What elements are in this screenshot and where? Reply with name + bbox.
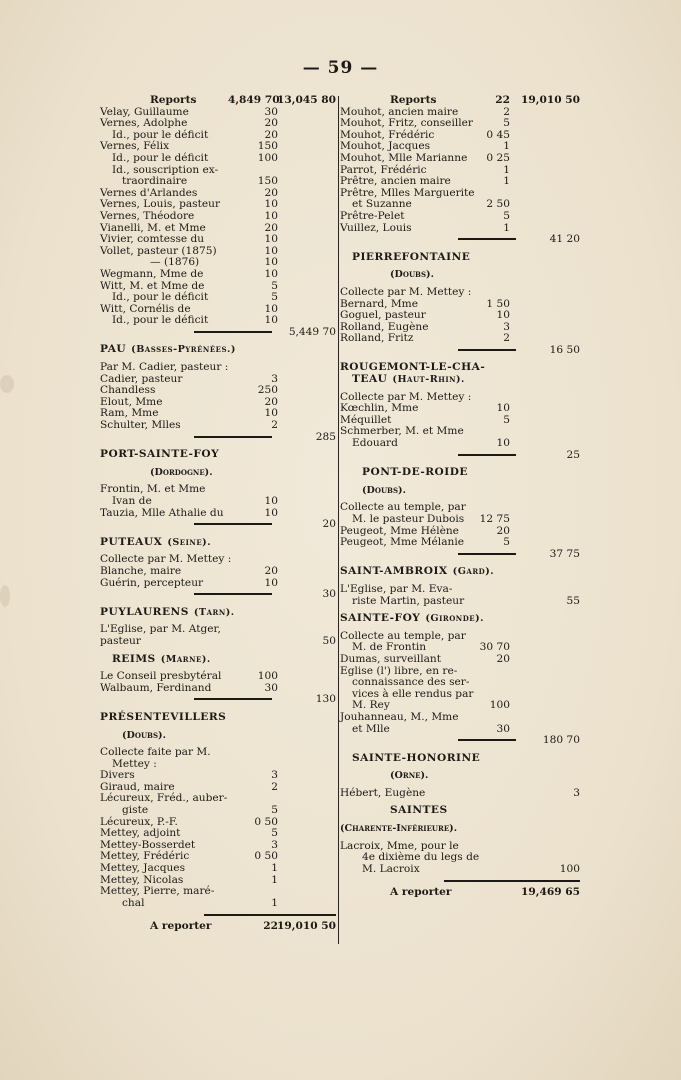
entry-text: Mettey, Frédéric: [100, 850, 190, 863]
total-amount: 3: [573, 786, 580, 799]
subtotal-rule: [194, 593, 272, 595]
amount: 150: [257, 140, 278, 153]
entry-text: SAINTE-HONORINE: [352, 751, 481, 764]
amount: 10: [264, 198, 278, 211]
amount: 10: [264, 407, 278, 420]
amount: 30 70: [479, 641, 510, 654]
entry-text: M. Lacroix: [362, 862, 420, 875]
ledger-row: [340, 252, 580, 264]
ledger-row: [340, 566, 580, 578]
entry-text: Velay, Guillaume: [100, 105, 189, 118]
subtotal-rule: [458, 454, 516, 456]
ledger-row: [100, 636, 336, 648]
entry-text: Dumas, surveillant: [340, 652, 441, 665]
ledger-row: [340, 310, 580, 322]
total-amount: 100: [559, 862, 580, 875]
amount: 5: [271, 804, 278, 817]
amount: 5: [503, 413, 510, 426]
entry-text: Mettey, adjoint: [100, 827, 181, 840]
entry-text: et Mlle: [352, 722, 390, 735]
ledger-row: [100, 508, 336, 520]
amount: 0 50: [254, 815, 278, 828]
amount: 5: [503, 117, 510, 130]
entry-text: Le Conseil presbytéral: [100, 670, 222, 683]
entry-text: Hébert, Eugène: [340, 786, 426, 799]
total-amount: 30: [322, 588, 336, 601]
entry-text: Mouhot, Mlle Marianne: [340, 151, 468, 164]
amount: 10: [496, 437, 510, 450]
entry-text: Mouhot, Frédéric: [340, 128, 435, 141]
entry-text: (Charente-Inférieure).: [340, 823, 458, 835]
entry-text: Vernes, Théodore: [100, 209, 195, 222]
entry-text: chal: [122, 896, 145, 909]
entry-text: pasteur: [100, 634, 141, 647]
total-amount: 37 75: [549, 547, 580, 560]
ledger-row: [340, 374, 580, 386]
ledger-row: [100, 467, 336, 479]
total-amount: 19,469 65: [521, 886, 580, 899]
ledger-row: [100, 269, 336, 281]
entry-text: Schmerber, M. et Mme: [340, 425, 464, 438]
entry-text: Mouhot, Fritz, conseiller: [340, 117, 473, 130]
total-amount: 180 70: [542, 734, 580, 747]
amount: 20: [264, 128, 278, 141]
ledger-row: [100, 805, 336, 817]
paper-stain: [0, 375, 14, 393]
ledger-row: [100, 566, 336, 578]
entry-text: Vernes, Adolphe: [100, 117, 188, 130]
ledger-row: [340, 153, 580, 165]
amount: 3: [503, 320, 510, 333]
ledger-row: [340, 677, 580, 689]
entry-text: PUTEAUX (Seine).: [100, 535, 212, 548]
entry-text: Collecte par M. Mettey :: [340, 390, 472, 403]
entry-text: Id., souscription ex-: [112, 163, 219, 176]
amount: 2: [271, 419, 278, 432]
ledger-row: [340, 211, 580, 223]
entry-text: Rolland, Eugène: [340, 320, 429, 333]
total-amount: 130: [315, 693, 336, 706]
amount: 10: [264, 576, 278, 589]
amount: 12 75: [479, 513, 510, 525]
ledger-row: [100, 747, 336, 759]
total-amount: 25: [566, 448, 580, 461]
entry-text: Jouhanneau, M., Mme: [340, 710, 459, 723]
entry-text: Id., pour le déficit: [112, 314, 209, 327]
amount: 100: [489, 699, 510, 712]
entry-text: giste: [122, 804, 149, 817]
subtotal-row: [100, 327, 336, 339]
entry-text: Id., pour le déficit: [112, 151, 209, 164]
ledger-row: [100, 95, 336, 107]
entry-text: Méquillet: [340, 413, 392, 426]
entry-text: Vernes d'Arlandes: [100, 186, 198, 199]
ledger-row: [340, 269, 580, 281]
page-number: — 59 —: [302, 58, 379, 78]
amount: 10: [264, 256, 278, 269]
entry-text: A reporter: [390, 886, 452, 899]
entry-text: REIMS (Marne).: [112, 652, 211, 665]
amount: 3: [271, 769, 278, 782]
entry-text: Peugeot, Mme Mélanie: [340, 536, 464, 549]
entry-text: 4e dixième du legs de: [362, 851, 480, 864]
ledger-row: [100, 420, 336, 432]
amount: 0 25: [486, 151, 510, 164]
entry-text: Collecte par M. Mettey :: [340, 285, 472, 298]
entry-text: et Suzanne: [352, 198, 412, 211]
entry-text: Elout, Mme: [100, 395, 163, 408]
ledger-row: [340, 770, 580, 782]
subtotal-rule: [194, 331, 272, 333]
ledger-row: [100, 292, 336, 304]
ledger-row: [100, 654, 336, 666]
ledger-row: [340, 864, 580, 876]
subtotal-row: [340, 234, 580, 246]
amount: 1: [271, 873, 278, 886]
entry-text: Lécureux, Fréd., auber-: [100, 792, 228, 805]
subtotal-row: [100, 694, 336, 706]
entry-text: Collecte au temple, par: [340, 629, 466, 642]
amount: 22: [495, 94, 510, 106]
subtotal-rule: [458, 238, 516, 240]
ledger-row: [340, 485, 580, 497]
subtotal-row: [340, 450, 580, 462]
entry-text: (Orne).: [390, 770, 429, 782]
amount: 20: [496, 652, 510, 665]
ledger-row: [340, 887, 580, 899]
entry-text: Mettey, Pierre, maré-: [100, 885, 215, 898]
entry-text: (Doubs).: [362, 484, 406, 496]
amount: 100: [257, 151, 278, 164]
region-label: (Marne).: [160, 653, 211, 665]
entry-text: Mouhot, ancien maire: [340, 105, 459, 118]
subtotal-row: [340, 735, 580, 747]
entry-text: TEAU (Haut-Rhin).: [352, 373, 465, 386]
subtotal-row: [100, 519, 336, 531]
amount: 1: [503, 175, 510, 188]
entry-text: Par M. Cadier, pasteur :: [100, 361, 229, 374]
total-amount: 13,045 80: [277, 94, 336, 106]
entry-text: connaissance des ser-: [352, 676, 470, 689]
entry-text: Id., pour le déficit: [112, 291, 209, 304]
ledger-row: [100, 176, 336, 188]
total-rule: [204, 914, 336, 916]
entry-text: M. de Frontin: [352, 641, 427, 654]
subtotal-rule: [194, 523, 272, 525]
ledger-row: [340, 596, 580, 608]
ledger-row: [340, 613, 580, 625]
entry-text: (Doubs).: [122, 729, 166, 741]
entry-text: A reporter: [150, 920, 212, 932]
total-amount: 41 20: [549, 233, 580, 246]
subtotal-rule: [458, 739, 516, 741]
subtotal-rule: [458, 553, 516, 555]
ledger-row: [100, 712, 336, 724]
amount: 5: [503, 209, 510, 222]
column-divider: [338, 96, 339, 944]
ledger-row: [100, 759, 336, 771]
amount: 5: [271, 827, 278, 840]
entry-text: Giraud, maire: [100, 780, 175, 793]
entry-text: (Dordogne).: [150, 466, 213, 478]
amount: 10: [496, 402, 510, 415]
entry-text: L'Eglise, par M. Eva-: [340, 582, 453, 595]
subtotal-rule: [458, 349, 516, 351]
entry-text: Collecte au temple, par: [340, 501, 466, 514]
entry-text: Vernes, Louis, pasteur: [100, 198, 221, 211]
entry-text: Mettey, Jacques: [100, 862, 186, 875]
subtotal-row: [340, 549, 580, 561]
ledger-row: [100, 153, 336, 165]
entry-text: traordinaire: [122, 175, 188, 188]
region-label: (Tarn).: [193, 606, 235, 618]
ledger-row: [340, 514, 580, 526]
amount: 20: [264, 564, 278, 577]
amount: 100: [257, 670, 278, 683]
total-amount: 285: [315, 430, 336, 443]
entry-text: Bernard, Mme: [340, 297, 418, 310]
entry-text: Divers: [100, 769, 135, 782]
entry-text: Edouard: [352, 437, 398, 450]
ledger-row: [100, 921, 336, 933]
entry-text: Lacroix, Mme, pour le: [340, 839, 459, 852]
entry-text: Reports: [390, 94, 437, 106]
entry-text: Witt, M. et Mme de: [100, 279, 205, 292]
subtotal-row: [100, 432, 336, 444]
ledger-row: [340, 753, 580, 765]
amount: 20: [496, 524, 510, 537]
entry-text: Ivan de: [112, 495, 152, 507]
amount: 0 50: [254, 850, 278, 863]
amount: 2: [503, 105, 510, 118]
amount: 30: [264, 681, 278, 694]
entry-text: SAINTE-FOY (Gironde).: [340, 612, 484, 625]
entry-text: (Doubs).: [390, 269, 434, 281]
entry-text: M. le pasteur Dubois: [352, 513, 465, 525]
total-amount: 19,010 50: [521, 94, 580, 106]
amount: 5: [271, 291, 278, 304]
amount: 1: [271, 862, 278, 875]
amount: 10: [264, 495, 278, 507]
ledger-row: [100, 344, 336, 356]
amount: 1: [271, 896, 278, 909]
entry-text: M. Rey: [352, 699, 390, 712]
entry-text: Mettey, Nicolas: [100, 873, 184, 886]
region-label: (Basses-Pyrénées.): [131, 344, 236, 356]
entry-text: Vernes, Félix: [100, 140, 170, 153]
ledger-row: [100, 362, 336, 374]
entry-text: Wegmann, Mme de: [100, 267, 204, 280]
region-label: (Seine).: [167, 536, 212, 548]
ledger-row: [340, 438, 580, 450]
paper-stain: [0, 585, 10, 607]
entry-text: Mouhot, Jacques: [340, 140, 431, 153]
entry-text: PONT-DE-ROIDE: [362, 466, 469, 479]
ledger-row: [100, 449, 336, 461]
entry-text: Chandless: [100, 384, 156, 397]
ledger-row: [340, 537, 580, 549]
ledger-row: [340, 223, 580, 235]
amount: 150: [257, 175, 278, 188]
amount: 2: [503, 332, 510, 345]
ledger-row: [100, 537, 336, 549]
entry-text: Mettey :: [112, 757, 157, 770]
amount: 250: [257, 384, 278, 397]
amount: 10: [264, 267, 278, 280]
ledger-row: [100, 683, 336, 695]
entry-text: Kœchlin, Mme: [340, 402, 419, 415]
entry-text: SAINTES: [390, 804, 448, 817]
ledger-row: [100, 671, 336, 683]
amount: 10: [264, 314, 278, 327]
subtotal-rule: [194, 436, 272, 438]
entry-text: Id., pour le déficit: [112, 128, 209, 141]
entry-text: Vuillez, Louis: [340, 221, 412, 234]
amount: 2: [271, 780, 278, 793]
ledger-row: [340, 333, 580, 345]
amount: 20: [264, 186, 278, 199]
entry-text: L'Eglise, par M. Atger,: [100, 623, 221, 636]
subtotal-row: [340, 345, 580, 357]
amount: 1: [503, 221, 510, 234]
amount: 5: [271, 279, 278, 292]
amount: 5: [503, 536, 510, 549]
ledger-row: [340, 584, 580, 596]
entry-text: Rolland, Fritz: [340, 332, 414, 345]
total-amount: 19,010 50: [277, 920, 336, 932]
entry-text: Frontin, M. et Mme: [100, 483, 206, 496]
entry-text: Ram, Mme: [100, 407, 159, 420]
total-rule: [444, 880, 580, 882]
amount: 10: [264, 302, 278, 315]
entry-text: Lécureux, P.-F.: [100, 815, 178, 828]
entry-text: PAU (Basses-Pyrénées.): [100, 343, 236, 356]
amount: 3: [271, 372, 278, 385]
amount: 10: [264, 244, 278, 257]
amount: 20: [264, 117, 278, 130]
amount: 4,849 70: [228, 94, 280, 106]
amount: 3: [271, 838, 278, 851]
ledger-row: [100, 898, 336, 910]
total-amount: 16 50: [549, 343, 580, 356]
entry-text: Vollet, pasteur (1875): [100, 244, 217, 257]
amount: 30: [496, 722, 510, 735]
entry-text: vices à elle rendus par: [352, 687, 474, 700]
ledger-row: [100, 730, 336, 742]
amount: 22: [263, 920, 278, 932]
total-amount: 55: [566, 594, 580, 607]
amount: 1 50: [486, 297, 510, 310]
entry-text: SAINT-AMBROIX (Gard).: [340, 565, 495, 578]
ledger-row: [100, 607, 336, 619]
entry-text: Prêtre, ancien maire: [340, 175, 451, 188]
amount: 10: [264, 209, 278, 222]
region-label: (Gironde).: [425, 613, 484, 625]
entry-text: Eglise (l') libre, en re-: [340, 664, 458, 677]
entry-text: Peugeot, Mme Hélène: [340, 524, 459, 537]
ledger-row: [340, 654, 580, 666]
ledger-row: [340, 805, 580, 817]
entry-text: PUYLAURENS (Tarn).: [100, 605, 235, 618]
ledger-row: [100, 246, 336, 258]
ledger-row: [100, 496, 336, 508]
amount: 20: [264, 395, 278, 408]
subtotal-row: [100, 589, 336, 601]
region-label: (Gard).: [452, 566, 495, 578]
ledger-row: [100, 211, 336, 223]
entry-text: Vivier, comtesse du: [100, 233, 205, 246]
ledger-row: [340, 176, 580, 188]
ledger-row: [340, 712, 580, 724]
entry-text: PORT-SAINTE-FOY: [100, 448, 220, 461]
subtotal-rule: [194, 698, 272, 700]
total-amount: 50: [322, 634, 336, 647]
amount: 10: [264, 506, 278, 519]
amount: 30: [264, 105, 278, 118]
ledger-row: [340, 95, 580, 107]
amount: 10: [264, 233, 278, 246]
entry-text: PRÉSENTEVILLERS: [100, 710, 227, 723]
amount: 20: [264, 221, 278, 234]
total-amount: 20: [322, 518, 336, 531]
entry-text: Prêtre, Mlles Marguerite: [340, 186, 475, 199]
entry-text: Blanche, maire: [100, 564, 182, 577]
entry-text: Reports: [150, 94, 197, 106]
ledger-row: [340, 467, 580, 479]
ledger-row: [100, 578, 336, 590]
entry-text: Cadier, pasteur: [100, 372, 183, 385]
ledger-row: [340, 287, 580, 299]
entry-text: Walbaum, Ferdinand: [100, 681, 212, 694]
entry-text: Collecte par M. Mettey :: [100, 553, 232, 566]
ledger-row: [340, 788, 580, 800]
entry-text: Collecte faite par M.: [100, 746, 211, 759]
ledger-row: [340, 823, 580, 835]
amount: 2 50: [486, 198, 510, 211]
left-column: [100, 95, 336, 933]
entry-text: — (1876): [150, 256, 200, 269]
total-amount: 5,449 70: [288, 325, 336, 338]
entry-text: PIERREFONTAINE: [352, 250, 471, 263]
entry-text: Tauzia, Mlle Athalie du: [100, 506, 224, 519]
entry-text: Schulter, Mlles: [100, 419, 181, 432]
entry-text: Prêtre-Pelet: [340, 209, 405, 222]
entry-text: riste Martin, pasteur: [352, 594, 465, 607]
amount: 1: [503, 163, 510, 176]
amount: 0 45: [486, 128, 510, 141]
region-label: (Haut-Rhin).: [392, 374, 465, 386]
ledger-row: [100, 863, 336, 875]
ledger-row: [100, 234, 336, 246]
entry-text: Parrot, Frédéric: [340, 163, 427, 176]
right-column: [340, 95, 580, 899]
entry-text: Mettey-Bosserdet: [100, 838, 196, 851]
entry-text: ROUGEMONT-LE-CHA-: [340, 361, 486, 374]
entry-text: Goguel, pasteur: [340, 309, 426, 322]
amount: 1: [503, 140, 510, 153]
entry-text: Guérin, percepteur: [100, 576, 204, 589]
entry-text: Vianelli, M. et Mme: [100, 221, 206, 234]
entry-text: Witt, Cornélis de: [100, 302, 191, 315]
amount: 10: [496, 309, 510, 322]
